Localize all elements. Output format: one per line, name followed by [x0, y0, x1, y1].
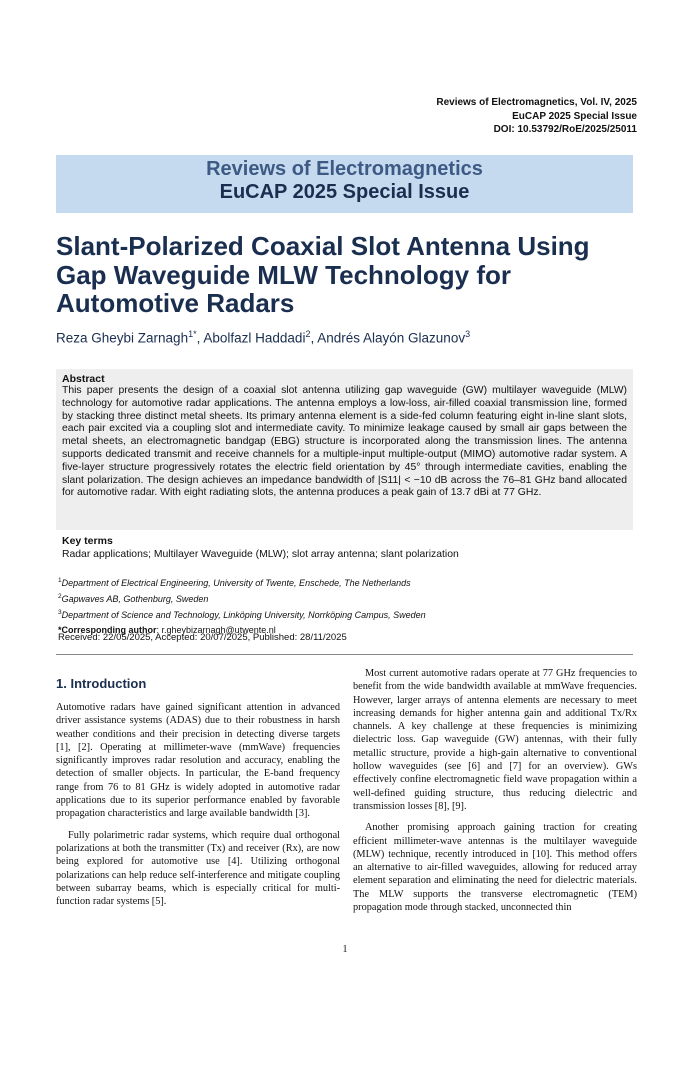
- author-affil-mark: 2: [305, 329, 311, 339]
- paragraph: Most current automotive radars operate at 77 GHz frequencies to benefit from the wide bandwidth available at mmWave frequencies. However, larger arrays of antenna elements are necessary to meet increasing demands for higher antenna gain and additional Tx/Rx channels. A key challenge at these frequencies is minimizing dielectric loss. Gap waveguide (GW) antennas, with their fully metallic structure, provide a high-gain alternative to conventional hollow waveguides (see [6] and [7] for an overview). GWs effectively confine electromagnetic field wave propagation within a well-defined guiding structure, thus reducing dielectric and transmission losses [8], [9].: [353, 668, 637, 812]
- abstract-text: This paper presents the design of a coaxial slot antenna utilizing gap waveguide (GW) multilayer waveguide (MLW) technology for automotive radar applications. The antenna employs a low-loss, air-filled coaxial transmission line, formed by stacking three distinct metal sheets. Its primary antenna element is a side-fed column featuring eight in-line slant slots, each pair excited via a coupling slot and intermediate cavity. To minimize leakage caused by small air gaps between the metal sheets, an electromagnetic bandgap (EBG) structure is incorporated along the transmission lines. The antenna supports dedicated transmit and receive channels for a multiple-input multiple-output (MIMO) automotive radar system. A five-layer structure progressively rotates the electric field orientation by 45° through intermediate cavities, enabling the slant polarization. The design achieves an impedance bandwidth of |S11| < −10 dB across the 76–81 GHz band allocated for automotive radar. With eight radiating slots, the antenna produces a peak gain of 13.7 dBi at 77 GHz.: [62, 385, 627, 499]
- author-name: Andrés Alayón Glazunov: [317, 330, 466, 346]
- banner-journal-name: Reviews of Electromagnetics: [206, 158, 483, 180]
- publication-dates: Received: 22/05/2025, Accepted: 20/07/2025, Published: 28/11/2025: [58, 632, 347, 643]
- journal-volume: Reviews of Electromagnetics, Vol. IV, 2025: [436, 97, 637, 108]
- abstract-heading: Abstract: [62, 373, 105, 385]
- page-number: 1: [342, 944, 348, 955]
- author-name: Abolfazl Haddadi: [203, 330, 306, 346]
- author-affil-mark: 1: [188, 329, 194, 339]
- abstract-box: [56, 369, 633, 530]
- paragraph: Fully polarimetric radar systems, which require dual orthogonal polarizations at both the transmitter (Tx) and receiver (Rx), are now being explored for automotive use [4]. Utilizing orthogonal polarizations can help reduce self-interference and mitigate coupling between subarray beams, which is especially critical for multi-function radar systems [5].: [56, 829, 340, 908]
- paragraph: Another promising approach gaining traction for creating efficient millimeter-wave antennas is the multilayer waveguide (MLW) technique, recently introduced in [10]. This method offers an alternative to air-filled waveguides, allowing for reduced array element separation and eliminating the need for dielectric materials. The MLW supports the transverse electromagnetic (TEM) propagation mode through stacked, unconnected thin: [353, 822, 637, 914]
- affiliation: $^1$Department of Electrical Engineering, University of Twente, Enschede, The Netherlands: [58, 577, 411, 588]
- journal-issue: EuCAP 2025 Special Issue: [512, 110, 637, 122]
- journal-banner: [56, 155, 633, 213]
- author-list: Reza Gheybi Zarnagh$^{1*}$, Abolfazl Haddadi$^2$, Andrés Alayón Glazunov$^3$: [56, 329, 471, 346]
- affiliation: $^3$Department of Science and Technology, Linköping University, Norrköping Campus, Sweden: [58, 609, 426, 621]
- author-name: Reza Gheybi Zarnagh: [56, 330, 189, 346]
- corresponding-label: *Corresponding author: [58, 624, 157, 635]
- corresponding-email[interactable]: : r.gheybizarnagh@utwente.nl: [156, 624, 276, 635]
- journal-doi: DOI: 10.53792/RoE/2025/25011: [493, 124, 637, 135]
- divider: [56, 654, 633, 655]
- paper-title: Slant-Polarized Coaxial Slot Antenna Using Gap Waveguide MLW Technology for Automotive Radars: [56, 231, 590, 318]
- right-column: [353, 667, 637, 922]
- corresponding-mark: *: [193, 329, 197, 339]
- paragraph: Automotive radars have gained significant attention in advanced driver assistance systems (ADAS) due to their robustness in harsh weather conditions and their precision in detecting diverse targets [1], [2]. Operating at millimeter-wave (mmWave) frequencies significantly improves radar resolution and accuracy, enabling the detection of smaller objects. In particular, the E-band frequency range from 76 to 81 GHz is widely adopted in automotive radar applications due to its superior performance enabled by favorable propagation characteristics and large available bandwidth [3].: [56, 702, 340, 820]
- affiliation: $^2$Gapwaves AB, Gothenburg, Sweden: [58, 593, 209, 605]
- author-affil-mark: 3: [465, 329, 471, 339]
- key-terms-heading: Key terms: [62, 535, 113, 547]
- key-terms: [62, 535, 632, 561]
- journal-header: [436, 96, 637, 137]
- section-heading: 1. Introduction: [56, 676, 147, 691]
- left-column: [56, 701, 340, 916]
- banner-issue-name: EuCAP 2025 Special Issue: [219, 181, 470, 203]
- affiliations: [58, 574, 638, 637]
- key-terms-text: Radar applications; Multilayer Waveguide (MLW); slot array antenna; slant polarization: [62, 549, 459, 560]
